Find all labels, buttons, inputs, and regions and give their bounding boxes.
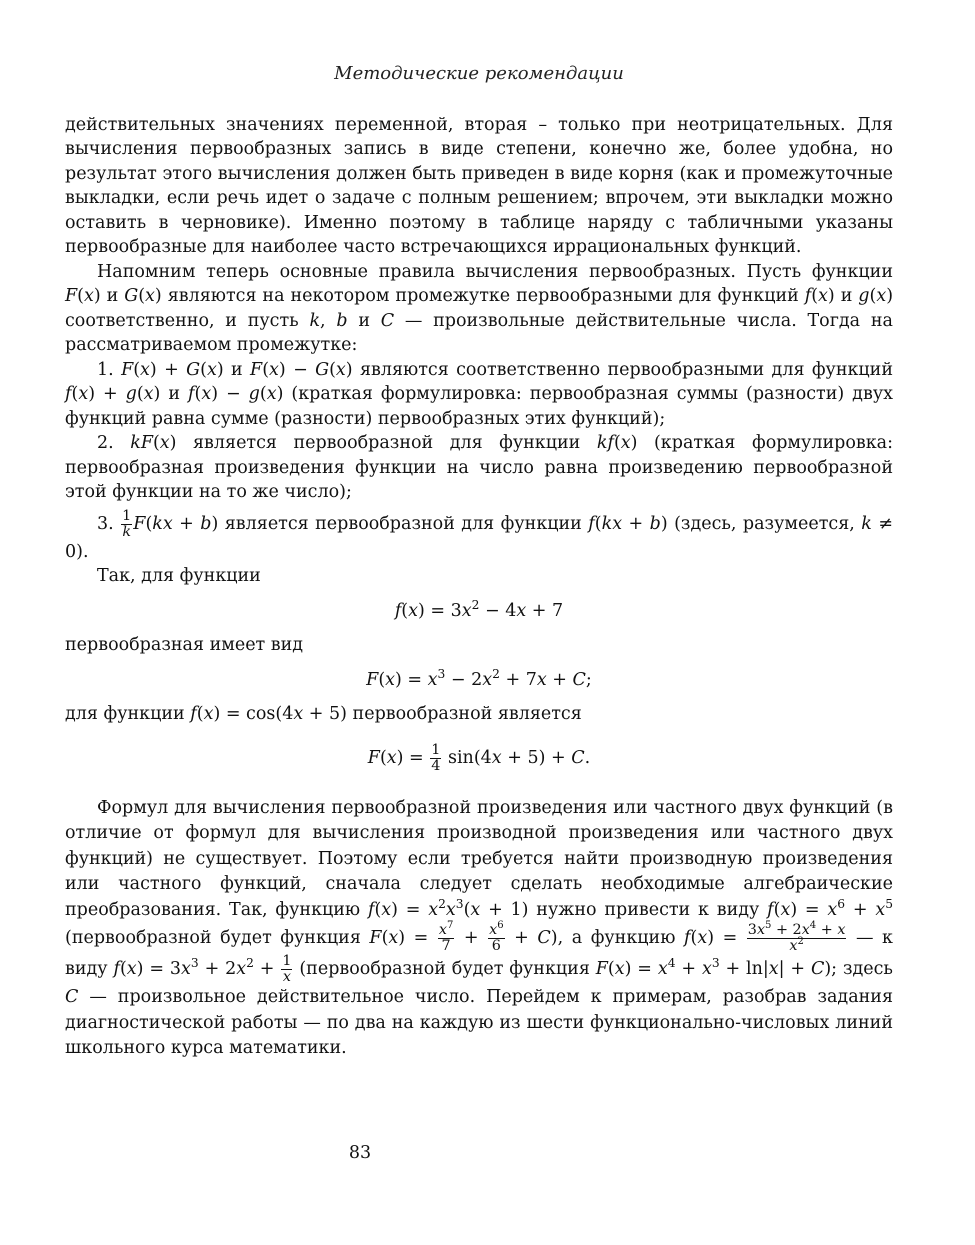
cos-function-line: для функции f(x) = cos(4x + 5) первообразной является	[65, 704, 582, 725]
fraction: $\frac{1}{k}$	[122, 507, 132, 540]
formula-sin: F(x) = $\frac{1}{4}$ sin(4x + 5) + C.	[367, 741, 591, 774]
fraction: $\frac{1}{4}$	[431, 741, 441, 774]
page-number: 83	[348, 1143, 372, 1163]
rule-1: 1. F(x) + G(x) и F(x) − G(x) являются соответственно первообразными для функций f(x) + g(x) и f(x) − g(x) (краткая формулировка: первообразная суммы (разности) двух функций равна сумме (разности) первообразных этих функций);	[65, 359, 894, 429]
fraction: $\frac{x^6}{6}$	[489, 920, 504, 955]
paragraph-4: Формул для вычисления первообразной произведения или частного двух функций (в отличие от формул для вычисления производной произведения или частного двух функций) не существует. Поэтому если требуется найти производную произведения или частного функций, сначала следует сделать необходимые алгебраические преобразования. Так, функцию $f(x) = x^2x^3(x + 1)$ нужно привести к виду $f(x) = x^6 + x^5$ (первообразной будет функция F(x) = $\frac{x^7}{7}$ + $\frac{x^6}{6}$ + C), а функцию f(x) = $\frac{3x^5 + 2x^4 + x}{x^2}$ — к виду $f(x) = 3x^3 + 2x^2$ + $\frac{1}{x}$ (первообразной будет функция $F(x) = x^4 + x^3 + \ln|x| + C$); здесь C — произвольное действительное число. Перейдем к примерам, разобрав задания диагностической работы — по два на каждую из шести функционально-числовых линий школьного курса математики.	[65, 797, 893, 1059]
antiderivative-form-label: первообразная имеет вид	[65, 635, 304, 656]
paragraph-1: действительных значениях переменной, вторая – только при неотрицательных. Для вычисления первообразных запись в виде степени, конечно же, более удобна, но результат этого вычисления должен быть приведен в виде корня (как и промежуточные выкладки, если речь идет о задаче с полным решением; впрочем, эти выкладки можно оставить в черновике). Именно поэтому в таблице наряду с табличными указаны первообразные для наиболее часто встречающихся иррациональных функций.	[65, 114, 893, 257]
so-for-function: Так, для функции	[97, 566, 261, 587]
rule-2: 2. kF(x) является первообразной для функции kf(x) (краткая формулировка: первообразная произведения функции на число равна произведению первообразной этой функции на то же число);	[65, 433, 893, 502]
running-header: Методические рекомендации	[334, 63, 624, 84]
formula-f: $f(x) = 3x^2 - 4x + 7$	[394, 597, 564, 621]
rule-3: 3. $\frac{1}{k}$ F(kx + b) является первообразной для функции f(kx + b) (здесь, разумеется, k ≠ 0).	[65, 507, 893, 562]
fraction: $\frac{x^7}{7}$	[438, 920, 454, 955]
page-content	[65, 62, 893, 1062]
fraction: $\frac{3x^5 + 2x^4 + x}{x^2}$	[747, 920, 846, 955]
paragraph-2: Напомним теперь основные правила вычисления первообразных. Пусть функции F(x) и G(x) являются на некотором промежутке первообразными для функций f(x) и g(x) соответственно, и пусть k, b и C — произвольные действительные числа. Тогда на рассматриваемом промежутке:	[65, 261, 894, 355]
fraction: $\frac{1}{x}$	[282, 953, 292, 986]
formula-F: $F(x) = x^3 - 2x^2 + 7x + C$;	[366, 666, 592, 690]
